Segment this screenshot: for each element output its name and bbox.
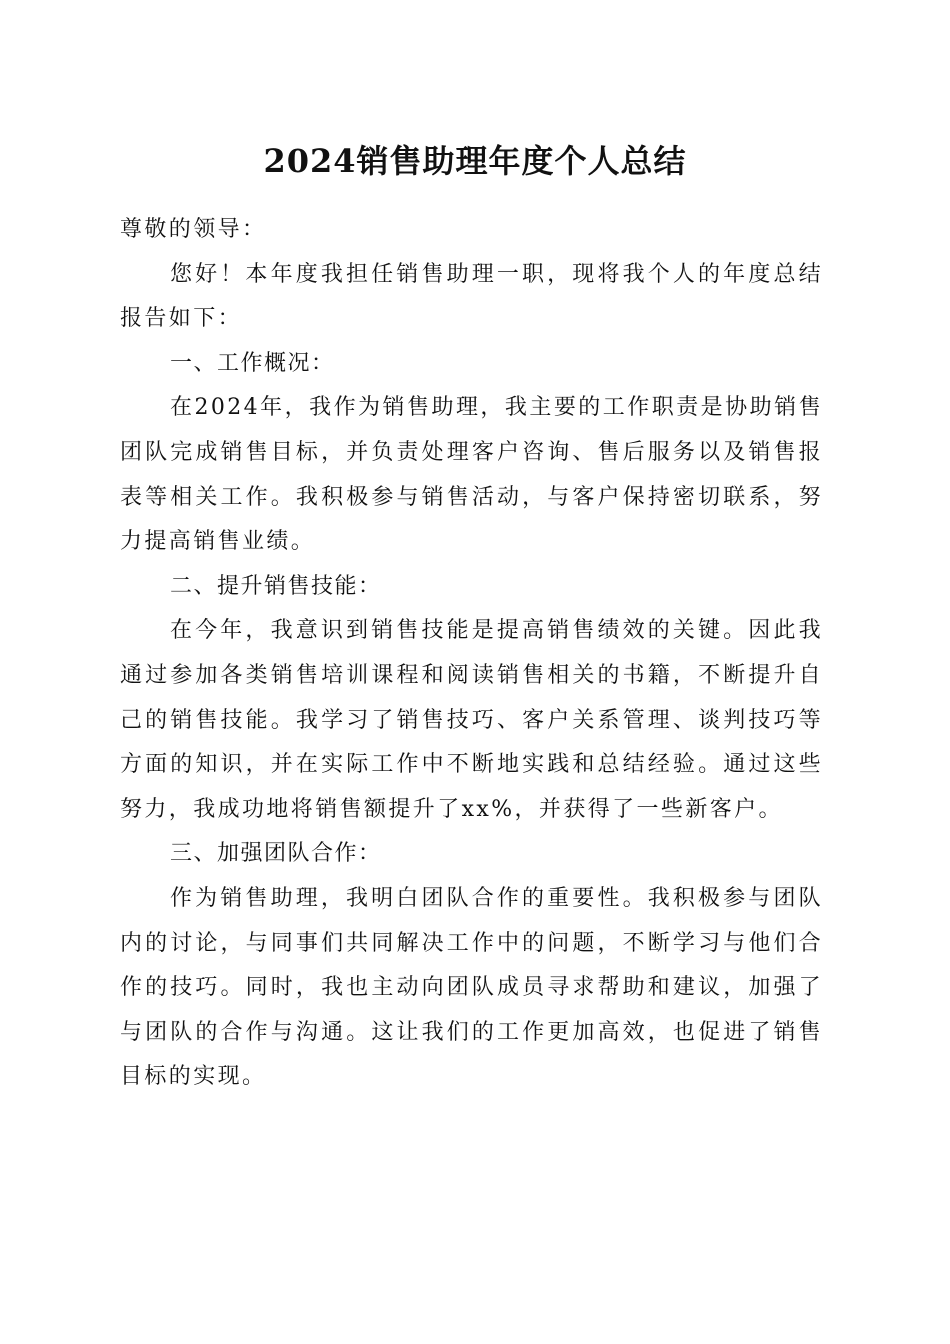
section-heading-teamwork: 三、加强团队合作： — [170, 841, 382, 867]
section-body-sales-skills: 在今年，我意识到销售技能是提高销售绩效的关键。因此我通过参加各类销售培训课程和阅读销售相关的书籍，不断提升自己的销售技能。我学习了销售技巧、客户关系管理、谈判技巧等方面的知识，并在实际工作中不断地实践和总结经验。通过这些努力，我成功地将销售额提升了xx%，并获得了一些新客户。 — [120, 618, 823, 822]
section-body-teamwork: 作为销售助理，我明白团队合作的重要性。我积极参与团队内的讨论，与同事们共同解决工作中的问题，不断学习与他们合作的技巧。同时，我也主动向团队成员寻求帮助和建议，加强了与团队的合作与沟通。这让我们的工作更加高效，也促进了销售目标的实现。 — [120, 885, 823, 1090]
document-title: 2024销售助理年度个人总结 — [263, 142, 687, 180]
section-heading-work-overview: 一、工作概况： — [170, 350, 335, 376]
section-heading-sales-skills: 二、提升销售技能： — [170, 573, 382, 599]
document-body — [120, 208, 823, 1100]
salutation: 尊敬的领导： — [120, 217, 267, 242]
section-body-work-overview: 在2024年，我作为销售助理，我主要的工作职责是协助销售团队完成销售目标，并负责处理客户咨询、售后服务以及销售报表等相关工作。我积极参与销售活动，与客户保持密切联系，努力提高销售业绩。 — [120, 395, 823, 555]
intro-paragraph: 您好！本年度我担任销售助理一职，现将我个人的年度总结报告如下： — [120, 261, 823, 332]
